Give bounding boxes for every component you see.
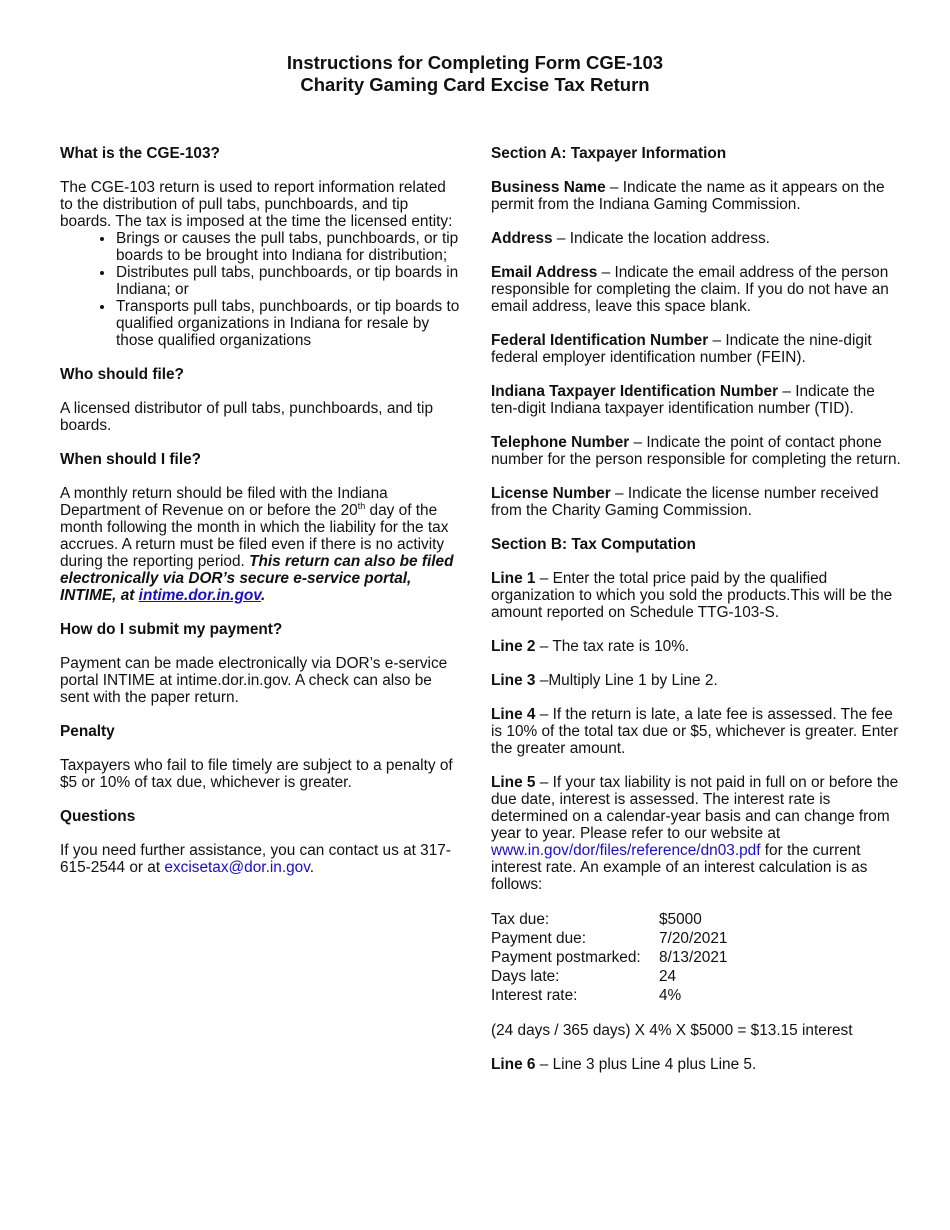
field-telephone (491, 434, 901, 468)
example-value: $5000 (659, 911, 702, 928)
what-bullet-list (60, 230, 460, 349)
line-label: Line 5 (491, 774, 536, 791)
field-license (491, 485, 901, 519)
field-desc: – Indicate the email address of the person responsible for completing the claim. If you do not have an email address, leave this space blank. (491, 264, 889, 315)
payment-heading: How do I submit my payment? (60, 621, 283, 638)
payment-text: Payment can be made electronically via DOR’s e-service portal INTIME at intime.dor.in.gov. A check can also be sent with the paper return. (60, 655, 448, 706)
field-desc: – Indicate the nine-digit federal employer identification number (FEIN). (491, 332, 872, 366)
line-label: Line 1 (491, 570, 536, 587)
when-end: . (260, 587, 266, 604)
left-column (60, 145, 460, 893)
line-label: Line 3 (491, 672, 536, 689)
questions-text (60, 842, 460, 876)
example-key: Tax due: (491, 911, 550, 928)
what-intro: The CGE-103 return is used to report information related to the distribution of pull tabs, punchboards, and tip boards. The tax is imposed at the time the licensed entity: (60, 179, 453, 230)
table-row (491, 948, 727, 967)
field-desc: – Indicate the location address. (552, 230, 770, 247)
line-label: Line 6 (491, 1056, 536, 1073)
field-label: Address (491, 230, 553, 247)
line-label: Line 2 (491, 638, 536, 655)
field-label: Telephone Number (491, 434, 630, 451)
email-link[interactable]: excisetax@dor.in.gov (164, 859, 310, 876)
table-row (491, 986, 727, 1005)
section-b-heading: Section B: Tax Computation (491, 536, 696, 553)
what-heading: What is the CGE-103? (60, 145, 220, 162)
penalty-text: Taxpayers who fail to file timely are subject to a penalty of $5 or 10% of tax due, whichever is greater. (60, 757, 453, 791)
example-value: 24 (659, 968, 677, 985)
field-label: Email Address (491, 264, 598, 281)
example-key: Interest rate: (491, 987, 578, 1004)
bullet-item: • Transports pull tabs, punchboards, or tip boards to qualified organizations in Indiana for resale by those qualified organizations (115, 298, 460, 349)
questions-text-a: If you need further assistance, you can contact us at 317-615-2544 or at (60, 842, 451, 876)
interest-example-table (491, 910, 727, 1005)
line-4-instruction (491, 706, 901, 757)
questions-heading: Questions (60, 808, 136, 825)
field-desc: – Indicate the name as it appears on the permit from the Indiana Gaming Commission. (491, 179, 885, 213)
line-desc: – If your tax liability is not paid in full on or before the due date, interest is assessed. The interest rate is determined on a calendar-year basis and can change from year to year. Please refer to our website at (491, 774, 899, 842)
field-label: Business Name (491, 179, 606, 196)
line-3-instruction (491, 672, 901, 689)
line-2-instruction (491, 638, 901, 655)
line-6-instruction (491, 1056, 901, 1073)
interest-rate-link[interactable]: www.in.gov/dor/files/reference/dn03.pdf (491, 842, 761, 859)
field-business-name (491, 179, 901, 213)
line-label: Line 4 (491, 706, 536, 723)
line-desc: – Line 3 plus Line 4 plus Line 5. (535, 1056, 757, 1073)
example-value: 7/20/2021 (659, 930, 728, 947)
line-desc-b: for the current interest rate. An example of an interest calculation is as follows: (491, 842, 868, 893)
field-label: Federal Identification Number (491, 332, 709, 349)
when-heading: When should I file? (60, 451, 202, 468)
field-desc: – Indicate the ten-digit Indiana taxpayer identification number (TID). (491, 383, 875, 417)
questions-end: . (309, 859, 315, 876)
table-row (491, 967, 727, 986)
field-desc: – Indicate the license number received from the Charity Gaming Commission. (491, 485, 879, 519)
line-5-instruction (491, 774, 901, 893)
table-row (491, 910, 727, 929)
bullet-item: • Distributes pull tabs, punchboards, or tip boards in Indiana; or (115, 264, 460, 298)
example-key: Days late: (491, 968, 560, 985)
when-emph-text: This return can also be filed electronically via DOR’s secure e-service portal, INTIME, at (60, 553, 454, 604)
field-address (491, 230, 901, 247)
line-desc: – The tax rate is 10%. (535, 638, 690, 655)
field-desc: – Indicate the point of contact phone number for the person responsible for completing the return. (491, 434, 901, 468)
section-a-heading: Section A: Taxpayer Information (491, 145, 727, 162)
field-email (491, 264, 901, 315)
table-row (491, 929, 727, 948)
when-sup: th (357, 501, 366, 511)
when-text-b: day of the month following the month in which the liability for the tax accrues. A return must be filed even if there is no activity during the reporting period. (60, 502, 449, 570)
field-fein (491, 332, 901, 366)
example-value: 8/13/2021 (659, 949, 728, 966)
when-text-a: A monthly return should be filed with the Indiana Department of Revenue on or before the 20 (60, 485, 388, 519)
right-column (491, 145, 901, 1090)
field-label: License Number (491, 485, 611, 502)
penalty-heading: Penalty (60, 723, 115, 740)
title-line-1: Instructions for Completing Form CGE-103 (286, 52, 664, 73)
field-label: Indiana Taxpayer Identification Number (491, 383, 779, 400)
page-title (0, 52, 950, 96)
bullet-item: • Brings or causes the pull tabs, punchboards, or tip boards to be brought into Indiana for distribution; (115, 230, 460, 264)
example-key: Payment due: (491, 930, 586, 947)
example-key: Payment postmarked: (491, 949, 641, 966)
line-desc: – Enter the total price paid by the qualified organization to which you sold the products.This will be the amount reported on Schedule TTG-103-S. (491, 570, 893, 621)
who-heading: Who should file? (60, 366, 184, 383)
field-tid (491, 383, 901, 417)
line-desc: –Multiply Line 1 by Line 2. (535, 672, 718, 689)
intime-link[interactable]: intime.dor.in.gov (138, 587, 261, 604)
example-value: 4% (659, 987, 682, 1004)
line-desc: – If the return is late, a late fee is assessed. The fee is 10% of the total tax due or $5, whichever is greater. Enter the greater amount. (491, 706, 899, 757)
line-1-instruction (491, 570, 901, 621)
when-text (60, 485, 460, 604)
title-line-2: Charity Gaming Card Excise Tax Return (300, 74, 650, 95)
who-text: A licensed distributor of pull tabs, punchboards, and tip boards. (60, 400, 434, 434)
interest-formula: (24 days / 365 days) X 4% X $5000 = $13.15 interest (491, 1022, 853, 1039)
